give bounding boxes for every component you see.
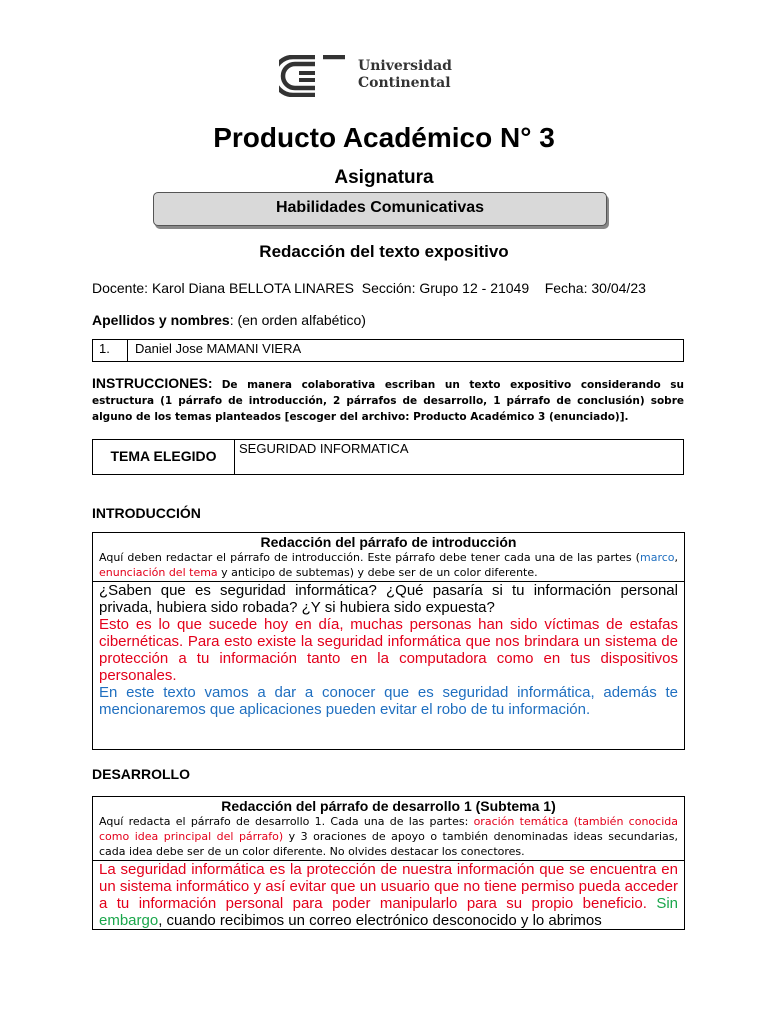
- desarrollo-desc-oracion: oración temática (también conocida como idea principal del párrafo): [99, 815, 678, 843]
- intro-paragraph-anticipo: En este texto vamos a dar a conocer que es seguridad informática, además te mencionaremos que aplicaciones pueden evitar el robo de tu información.: [99, 684, 678, 718]
- names-row-name: Daniel Jose MAMANI VIERA: [135, 341, 302, 356]
- intro-desc-marco: marco: [639, 551, 675, 564]
- tema-table: [92, 439, 684, 475]
- seccion-label: Sección:: [361, 280, 416, 296]
- section-introduccion: INTRODUCCIÓN: [92, 505, 201, 521]
- desarrollo-desc-b: y 3 oraciones de apoyo o también denominadas ideas secundarias, cada idea debe ser de un color diferente. No olvides destacar los conectores.: [99, 830, 678, 858]
- subject-label: Asignatura: [334, 167, 434, 188]
- desarrollo-box: [92, 796, 685, 930]
- names-label: [92, 312, 366, 328]
- university-logo-icon: [279, 55, 351, 97]
- intro-body: [93, 582, 684, 718]
- intro-paragraph-marco: ¿Saben que es seguridad informática? ¿Qué pasaría si tu información personal privada, hubiera sido robada? ¿Y si hubiera sido expuesta?: [99, 582, 678, 616]
- intro-desc-a: Aquí deben redactar el párrafo de introducción. Este párrafo debe tener cada una de las partes (: [99, 551, 640, 564]
- logo-line-1: Universidad: [358, 58, 452, 74]
- intro-desc-b: ,: [674, 551, 678, 564]
- names-label-note: : (en orden alfabético): [229, 312, 366, 328]
- intro-desc-enunciacion: enunciación del tema: [99, 566, 218, 579]
- desarrollo-heading: Redacción del párrafo de desarrollo 1 (Subtema 1): [221, 798, 556, 814]
- seccion-value: Grupo 12 - 21049: [419, 280, 530, 296]
- names-table: [92, 339, 684, 362]
- intro-box: [92, 532, 685, 750]
- section-desarrollo: DESARROLLO: [92, 766, 190, 782]
- meta-line: [92, 280, 646, 296]
- page-title: Producto Académico N° 3: [213, 122, 555, 153]
- desarrollo-box-header: [93, 797, 684, 861]
- desarrollo-desc-a: Aquí redacta el párrafo de desarrollo 1. Cada una de las partes:: [99, 815, 474, 828]
- fecha-label: Fecha:: [544, 280, 588, 296]
- fecha-value: 30/04/23: [591, 280, 646, 296]
- tema-label: TEMA ELEGIDO: [93, 440, 235, 474]
- intro-desc-c: y anticipo de subtemas) y debe ser de un color diferente.: [217, 566, 538, 579]
- docente-value: Karol Diana BELLOTA LINARES: [151, 280, 354, 296]
- intro-paragraph-enunciacion: Esto es lo que sucede hoy en día, muchas personas han sido víctimas de estafas cibernéticas. Para esto existe la seguridad informática que nos brindara un sistema de protección a tu información tanto en la computadora como en tus dispositivos personales.: [99, 616, 678, 684]
- document-subtitle: Redacción del texto expositivo: [259, 242, 509, 261]
- desarrollo-connector: Sin embargo: [99, 895, 678, 929]
- instructions: [92, 375, 684, 425]
- subject-box: Habilidades Comunicativas: [153, 192, 607, 226]
- names-row-number: 1.: [93, 340, 128, 361]
- intro-box-header: [93, 533, 684, 582]
- instructions-label: INSTRUCCIONES:: [92, 375, 213, 391]
- tema-value: SEGURIDAD INFORMATICA: [239, 441, 409, 456]
- desarrollo-body: [93, 861, 684, 929]
- desarrollo-paragraph-apoyo: , cuando recibimos un correo electrónico desconocido y lo abrimos: [158, 912, 602, 929]
- docente-label: Docente:: [92, 280, 149, 296]
- desarrollo-description: [99, 814, 678, 859]
- instructions-text: De manera colaborativa escriban un texto expositivo considerando su estructura (1 párrafo de introducción, 2 párrafos de desarrollo, 1 párrafo de conclusión) sobre alguno de los temas planteados [escoger del archivo: Producto Académico 3 (enunciado)].: [92, 379, 684, 423]
- university-logo: [279, 55, 454, 97]
- desarrollo-paragraph-tematica: La seguridad informática es la protección de nuestra información que se encuentra en un sistema informático y así evitar que un usuario que no tiene permiso pueda acceder a tu información personal para poder manipularlo para su propio beneficio.: [99, 861, 678, 912]
- intro-heading: Redacción del párrafo de introducción: [260, 534, 517, 550]
- logo-line-2: Continental: [358, 75, 451, 91]
- intro-description: [99, 550, 678, 580]
- names-label-strong: Apellidos y nombres: [92, 312, 230, 328]
